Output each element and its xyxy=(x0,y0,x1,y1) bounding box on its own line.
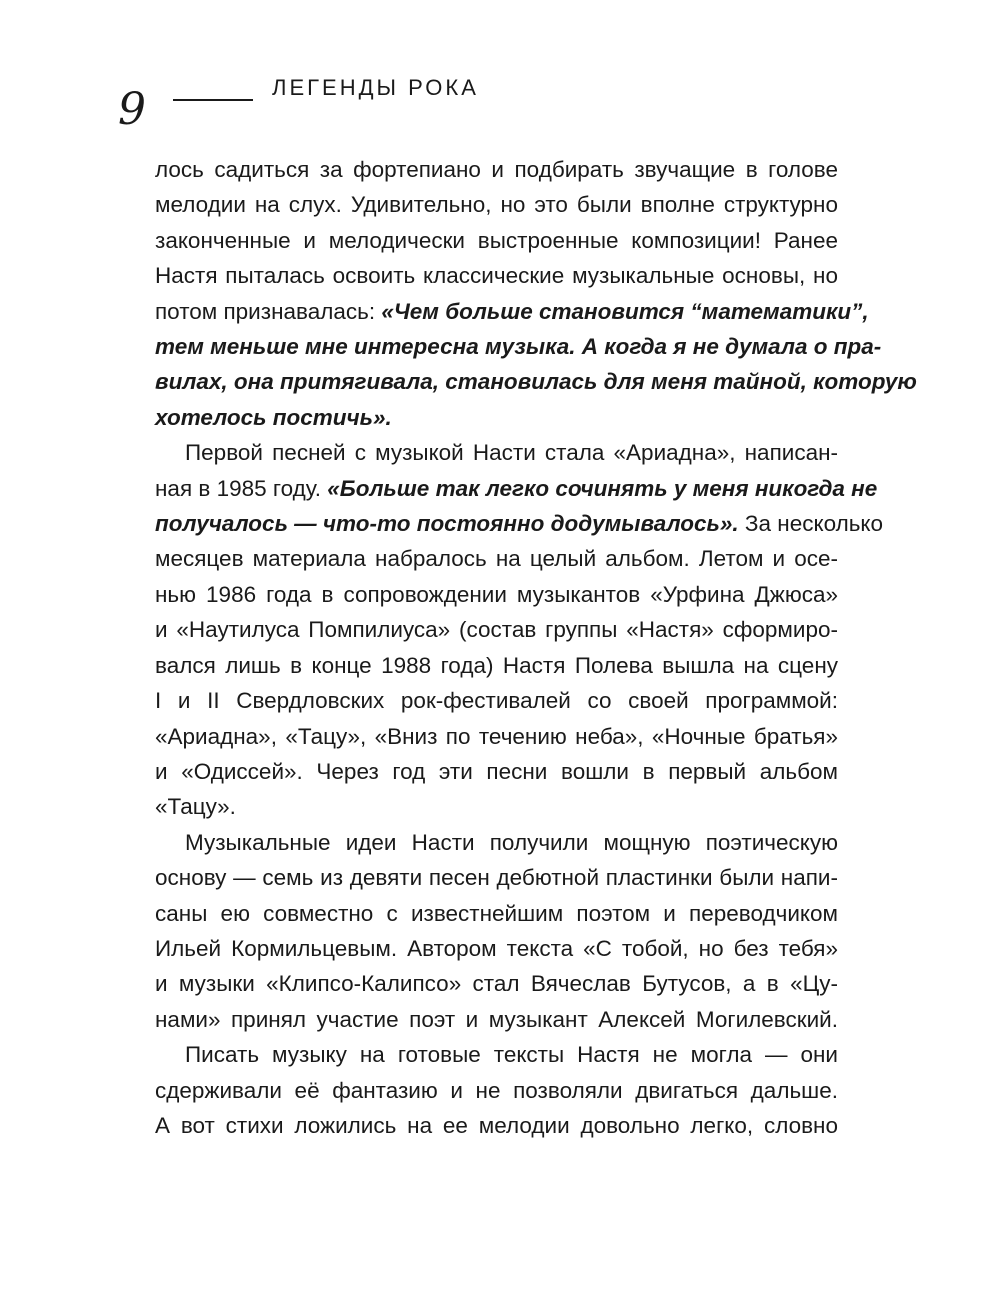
text-segment: законченные и мелодически выстроенные композиции! Ранее xyxy=(155,227,838,253)
text-line xyxy=(155,294,869,329)
text-line xyxy=(155,966,838,1001)
text-segment: Первой песней с музыкой Насти стала «Ариадна», написан- xyxy=(185,440,838,466)
text-segment: саны ею совместно с известнейшим поэтом и переводчиком xyxy=(155,900,838,926)
paragraph xyxy=(155,1037,838,1143)
text-segment: ная в 1985 году. xyxy=(155,475,328,501)
text-line xyxy=(155,896,838,931)
body-text xyxy=(155,152,917,1143)
text-segment: нью 1986 года в сопровождении музыкантов «Урфина Джюса» xyxy=(155,581,838,607)
text-segment: Ильей Кормильцевым. Автором текста «С тобой, но без тебя» xyxy=(155,935,838,961)
quote-segment: хотелось постичь». xyxy=(155,404,392,430)
quote-segment: «Больше так легко сочинять у меня никогда не xyxy=(327,475,878,501)
text-line xyxy=(155,860,838,895)
text-line xyxy=(155,754,838,789)
text-segment: и музыки «Клипсо-Калипсо» стал Вячеслав Бутусов, а в «Цу- xyxy=(155,971,838,997)
text-line xyxy=(155,648,838,683)
text-line xyxy=(155,435,838,470)
text-line xyxy=(155,187,838,222)
text-segment: «Тацу». xyxy=(155,794,236,820)
text-segment: мелодии на слух. Удивительно, но это были вполне структурно xyxy=(155,192,838,218)
paragraph xyxy=(155,435,884,824)
text-segment: Настя пыталась освоить классические музыкальные основы, но xyxy=(155,263,838,289)
text-segment: потом признавалась: xyxy=(155,298,382,324)
quote-segment: «Чем больше становится “математики”, xyxy=(381,298,869,324)
text-segment: Музыкальные идеи Насти получили мощную поэтическую xyxy=(185,829,838,855)
text-line xyxy=(155,1002,838,1037)
header-rule xyxy=(173,99,253,101)
text-segment: и «Одиссей». Через год эти песни вошли в первый альбом xyxy=(155,758,838,784)
text-line xyxy=(155,541,838,576)
page-number: 9 xyxy=(118,84,146,135)
text-segment: сдерживали её фантазию и не позволяли двигаться дальше. xyxy=(155,1077,838,1103)
text-line xyxy=(155,931,838,966)
text-segment: вался лишь в конце 1988 года) Настя Полева вышла на сцену xyxy=(155,652,838,678)
running-head: ЛЕГЕНДЫ РОКА xyxy=(272,75,479,100)
text-segment: За несколько xyxy=(738,511,884,537)
text-line xyxy=(155,1108,838,1143)
text-line xyxy=(155,400,838,435)
text-line xyxy=(155,258,838,293)
text-line xyxy=(155,1073,838,1108)
text-line xyxy=(155,789,838,824)
text-line xyxy=(155,683,838,718)
text-segment: нами» принял участие поэт и музыкант Алексей Могилевский. xyxy=(155,1006,838,1032)
text-segment: Писать музыку на готовые тексты Настя не могла — они xyxy=(185,1042,838,1068)
paragraph xyxy=(155,152,917,435)
text-line xyxy=(155,612,838,647)
text-line xyxy=(155,223,838,258)
text-segment: I и II Свердловских рок-фестивалей со своей программой: xyxy=(155,688,838,714)
text-segment: основу — семь из девяти песен дебютной пластинки были напи- xyxy=(155,865,838,891)
paragraph xyxy=(155,825,838,1037)
text-segment: А вот стихи ложились на ее мелодии довольно легко, словно xyxy=(155,1112,838,1138)
quote-segment: вилах, она притягивала, становилась для меня тайной, которую xyxy=(155,369,917,395)
quote-segment: тем меньше мне интересна музыка. А когда я не думала о пра- xyxy=(155,334,882,360)
quote-segment: получалось — что-то постоянно додумывалось». xyxy=(155,511,739,537)
text-line xyxy=(155,1037,838,1072)
text-line xyxy=(155,471,878,506)
text-segment: и «Наутилуса Помпилиуса» (состав группы «Настя» сформиро- xyxy=(155,617,838,643)
text-line xyxy=(155,364,917,399)
text-segment: лось садиться за фортепиано и подбирать звучащие в голове xyxy=(155,157,838,182)
text-line xyxy=(155,152,838,187)
text-line xyxy=(155,577,838,612)
text-line xyxy=(155,825,838,860)
text-segment: «Ариадна», «Тацу», «Вниз по течению неба», «Ночные братья» xyxy=(155,723,838,749)
text-line xyxy=(155,329,882,364)
text-line xyxy=(155,719,838,754)
text-line xyxy=(155,506,884,541)
text-segment: месяцев материала набралось на целый альбом. Летом и осе- xyxy=(155,546,838,572)
